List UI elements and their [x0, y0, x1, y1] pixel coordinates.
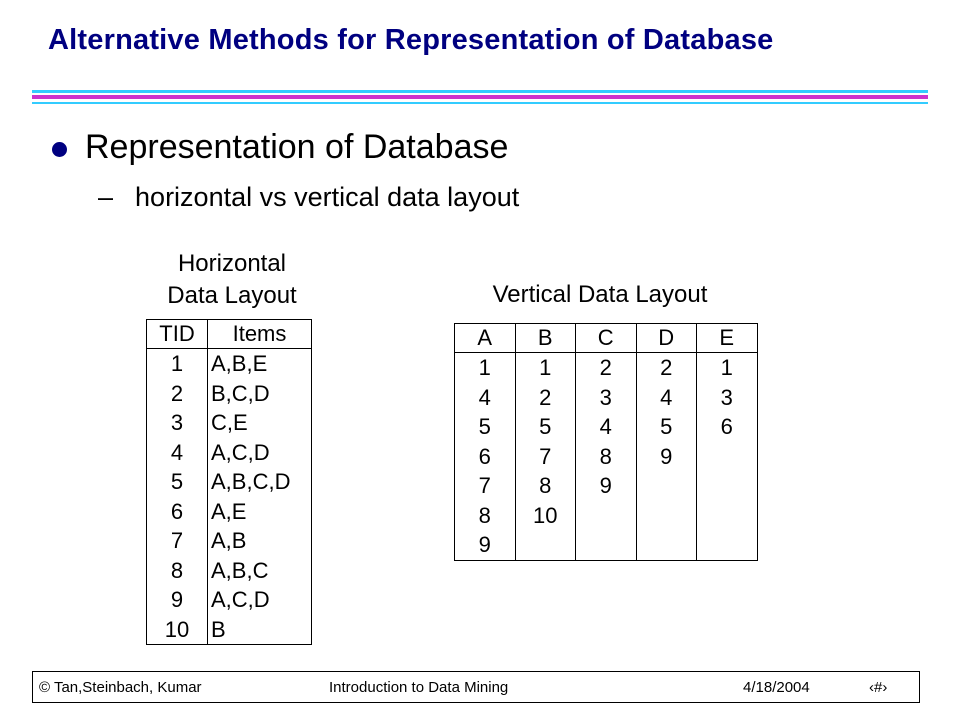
footer-date: 4/18/2004	[743, 679, 810, 696]
cell-b: 10	[515, 501, 576, 531]
table-row	[147, 585, 312, 615]
footer-copyright: © Tan,Steinbach, Kumar	[39, 679, 202, 696]
cell-b: 8	[515, 471, 576, 501]
cell-items: A,B,C	[208, 556, 312, 586]
cell-a: 4	[455, 383, 516, 413]
cell-b: 2	[515, 383, 576, 413]
cell-e	[697, 530, 758, 560]
cell-a: 7	[455, 471, 516, 501]
vertical-layout-table	[454, 323, 758, 561]
footer-course-title: Introduction to Data Mining	[329, 679, 509, 696]
cell-items: A,B,E	[208, 349, 312, 379]
table-row	[147, 438, 312, 468]
column-header-b: B	[515, 324, 576, 353]
cell-a: 1	[455, 353, 516, 383]
cell-items: B	[208, 615, 312, 645]
column-header-d: D	[636, 324, 697, 353]
column-header-tid: TID	[147, 320, 208, 349]
table-row	[147, 379, 312, 409]
horizontal-caption-line2: Data Layout	[167, 282, 297, 309]
bullet-text: Representation of Database	[85, 128, 509, 166]
cell-tid: 3	[147, 408, 208, 438]
table-row	[455, 383, 758, 413]
table-row	[147, 467, 312, 497]
cell-b: 5	[515, 412, 576, 442]
vertical-layout-caption: Vertical Data Layout	[492, 281, 708, 308]
cell-a: 8	[455, 501, 516, 531]
table-row	[455, 471, 758, 501]
table-row	[147, 497, 312, 527]
table-row	[147, 349, 312, 379]
table-row	[455, 353, 758, 383]
title-rule-magenta	[32, 95, 928, 99]
sub-bullet-text: horizontal vs vertical data layout	[135, 182, 520, 212]
cell-tid: 1	[147, 349, 208, 379]
table-row	[455, 442, 758, 472]
table-row	[147, 408, 312, 438]
table-row	[147, 615, 312, 645]
cell-b: 1	[515, 353, 576, 383]
horizontal-table-body	[147, 349, 312, 645]
cell-tid: 8	[147, 556, 208, 586]
cell-a: 9	[455, 530, 516, 560]
table-row	[455, 501, 758, 531]
horizontal-caption-line1: Horizontal	[177, 250, 287, 277]
cell-d: 2	[636, 353, 697, 383]
cell-items: B,C,D	[208, 379, 312, 409]
cell-items: A,B,C,D	[208, 467, 312, 497]
cell-d	[636, 501, 697, 531]
bullet-item	[52, 128, 508, 167]
cell-c: 4	[576, 412, 637, 442]
cell-tid: 10	[147, 615, 208, 645]
column-header-items: Items	[208, 320, 312, 349]
cell-tid: 7	[147, 526, 208, 556]
cell-d: 4	[636, 383, 697, 413]
column-header-c: C	[576, 324, 637, 353]
column-header-a: A	[455, 324, 516, 353]
cell-tid: 5	[147, 467, 208, 497]
cell-d	[636, 530, 697, 560]
footer-page-number: ‹#›	[869, 679, 888, 696]
cell-items: A,C,D	[208, 585, 312, 615]
column-header-e: E	[697, 324, 758, 353]
title-rule-cyan-top	[32, 90, 928, 93]
sub-bullet-dash: –	[98, 182, 114, 212]
title-rule-cyan-bottom	[32, 102, 928, 104]
cell-e	[697, 442, 758, 472]
cell-items: C,E	[208, 408, 312, 438]
cell-d: 5	[636, 412, 697, 442]
cell-e: 6	[697, 412, 758, 442]
cell-e	[697, 471, 758, 501]
horizontal-layout-table	[146, 319, 312, 645]
cell-tid: 2	[147, 379, 208, 409]
cell-c: 3	[576, 383, 637, 413]
table-header-row	[455, 324, 758, 353]
table-row	[455, 412, 758, 442]
sub-bullet-item	[98, 182, 519, 213]
vertical-table-body	[455, 353, 758, 561]
table-row	[147, 526, 312, 556]
table-row	[455, 530, 758, 560]
cell-e: 3	[697, 383, 758, 413]
cell-b	[515, 530, 576, 560]
cell-c: 9	[576, 471, 637, 501]
cell-items: A,E	[208, 497, 312, 527]
cell-items: A,B	[208, 526, 312, 556]
slide-title: Alternative Methods for Representation of Database	[48, 24, 774, 56]
cell-d: 9	[636, 442, 697, 472]
cell-e: 1	[697, 353, 758, 383]
table-row	[147, 556, 312, 586]
cell-tid: 6	[147, 497, 208, 527]
cell-c: 8	[576, 442, 637, 472]
cell-c	[576, 530, 637, 560]
cell-e	[697, 501, 758, 531]
bullet-dot-icon	[52, 142, 67, 157]
cell-b: 7	[515, 442, 576, 472]
cell-d	[636, 471, 697, 501]
cell-a: 5	[455, 412, 516, 442]
slide-footer	[32, 671, 920, 703]
table-header-row	[147, 320, 312, 349]
cell-tid: 4	[147, 438, 208, 468]
cell-tid: 9	[147, 585, 208, 615]
cell-items: A,C,D	[208, 438, 312, 468]
cell-c	[576, 501, 637, 531]
horizontal-layout-caption	[140, 248, 324, 312]
cell-c: 2	[576, 353, 637, 383]
cell-a: 6	[455, 442, 516, 472]
